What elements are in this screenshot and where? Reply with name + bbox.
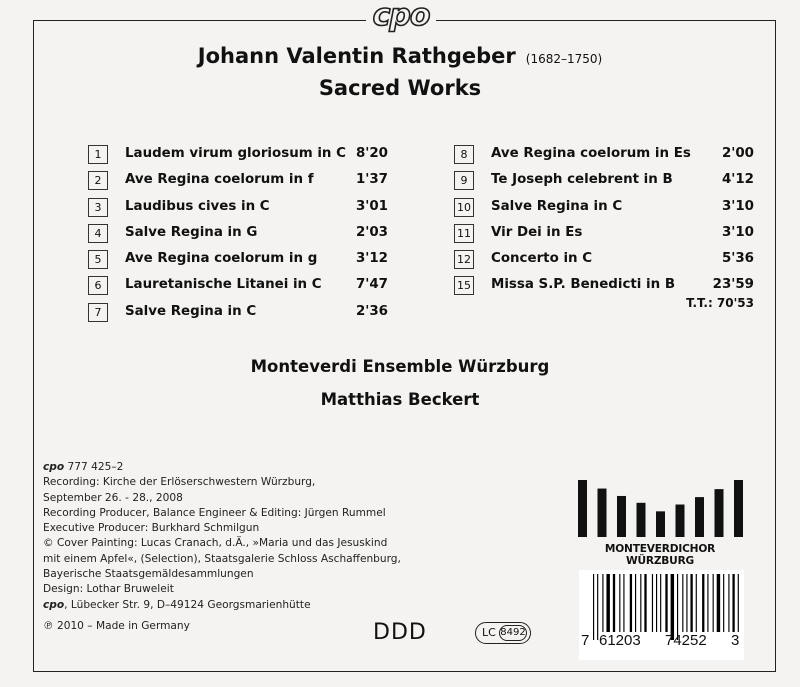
track-row — [88, 171, 388, 193]
label-code-number: 8492 — [499, 625, 527, 641]
track-title: Vir Dei in Es — [491, 224, 583, 240]
track-duration: 8'20 — [355, 146, 388, 161]
track-duration: 1'37 — [355, 172, 388, 188]
label-code-prefix: LC — [482, 626, 496, 639]
barcode-bar — [602, 574, 603, 632]
track-row — [454, 171, 754, 193]
track-title: Missa S.P. Benedicti in B — [491, 277, 676, 293]
track-row — [88, 145, 388, 167]
track-title: Laudem virum gloriosum in C — [125, 146, 346, 161]
choir-name: MONTEVERDICHOR WÜRZBURG — [604, 543, 716, 567]
track-number: 6 — [88, 276, 108, 295]
track-duration: 2'36 — [355, 303, 388, 319]
catalog-brand: cpo — [43, 461, 65, 473]
track-title: Laudibus cives in C — [125, 198, 270, 214]
conductor-name: Matthias Beckert — [320, 390, 480, 409]
barcode-bar — [656, 574, 657, 632]
barcode-bar — [593, 574, 594, 640]
barcode-digit-group: 3 — [731, 632, 740, 649]
track-duration: 3'10 — [721, 198, 754, 214]
album-title: Sacred Works — [318, 76, 482, 100]
barcode-bar — [630, 574, 632, 632]
credit-line: Bayerische Staatsgemäldesammlungen — [43, 568, 254, 581]
credit-line: Recording Producer, Balance Engineer & Editing: Jürgen Rummel — [43, 506, 386, 519]
choir-logo-bar — [695, 497, 704, 537]
barcode-digits — [579, 632, 744, 652]
composer-dates: (1682–1750) — [525, 52, 603, 66]
address-text: , Lübecker Str. 9, D–49124 Georgsmarienhütte — [64, 598, 311, 611]
track-duration: 5'36 — [721, 251, 754, 267]
track-row — [454, 198, 754, 220]
total-time: T.T.: 70'53 — [686, 296, 754, 310]
barcode-bar — [635, 574, 636, 632]
barcode-bar — [738, 574, 739, 632]
address-line — [43, 598, 463, 613]
catalog-line — [43, 460, 463, 475]
catalog-number: 777 425–2 — [64, 461, 124, 473]
track-row — [88, 250, 388, 272]
track-title: Ave Regina coelorum in f — [125, 172, 314, 188]
track-number: 12 — [454, 250, 474, 269]
track-duration: 23'59 — [712, 277, 754, 293]
track-number: 11 — [454, 224, 474, 243]
barcode-digit-group: 61203 — [599, 632, 641, 649]
track-duration: 2'00 — [721, 146, 754, 161]
track-title: Salve Regina in C — [491, 198, 623, 214]
track-row — [88, 303, 388, 325]
track-number: 7 — [88, 303, 108, 322]
choir-logo-bar — [656, 511, 665, 537]
barcode-bar — [606, 574, 609, 632]
credit-line: Recording: Kirche der Erlöserschwestern Würzburg, — [43, 476, 316, 489]
credits-block — [43, 460, 463, 634]
barcode-digit-group: 74252 — [665, 632, 707, 649]
barcode-bar — [640, 574, 641, 632]
track-row — [88, 198, 388, 220]
track-title: Ave Regina coelorum in g — [125, 251, 318, 267]
track-row — [454, 250, 754, 272]
choir-logo-bar — [598, 489, 607, 537]
barcode-bar — [728, 574, 729, 632]
address-brand: cpo — [43, 598, 65, 611]
barcode-bar — [665, 574, 667, 632]
composer-name: Johann Valentin Rathgeber — [197, 44, 516, 68]
barcode-bar — [696, 574, 697, 632]
track-title: Ave Regina coelorum in Es — [491, 146, 691, 161]
ddd-code: DDD — [373, 620, 427, 645]
choir-logo-bar — [734, 480, 743, 537]
track-number: 15 — [454, 276, 474, 295]
barcode-bar — [682, 574, 683, 632]
barcode-bar — [707, 574, 708, 632]
choir-logo-bar — [617, 496, 626, 537]
label-code-badge — [475, 622, 531, 644]
track-number: 5 — [88, 250, 108, 269]
track-number: 8 — [454, 145, 474, 164]
barcode-bar — [686, 574, 687, 632]
credit-line: mit einem Apfel«, (Selection), Staatsgalerie Schloss Aschaffenburg, — [43, 552, 401, 565]
barcode — [579, 570, 744, 660]
track-duration: 2'03 — [355, 224, 388, 240]
track-row — [88, 224, 388, 246]
choir-logo-bar — [637, 503, 646, 537]
track-number: 10 — [454, 198, 474, 217]
barcode-bar — [652, 574, 653, 632]
barcode-digit-group: 7 — [581, 632, 590, 649]
track-title: Lauretanische Litanei in C — [125, 277, 322, 293]
barcode-bar — [597, 574, 598, 640]
barcode-bar — [717, 574, 720, 632]
track-title: Concerto in C — [491, 251, 593, 267]
credit-line: © Cover Painting: Lucas Cranach, d.Ä., »Maria und das Jesuskind — [43, 537, 388, 550]
ensemble-name: Monteverdi Ensemble Würzburg — [250, 357, 550, 376]
track-number: 3 — [88, 198, 108, 217]
track-number: 2 — [88, 171, 108, 190]
track-title: Te Joseph celebrent in B — [491, 172, 673, 188]
barcode-bar — [713, 574, 714, 632]
track-row — [454, 224, 754, 246]
choir-logo-bar — [578, 480, 587, 537]
barcode-bar — [690, 574, 692, 632]
barcode-bar — [660, 574, 661, 632]
barcode-bar — [623, 574, 624, 632]
cpo-logo: cpo — [366, 2, 436, 32]
track-duration: 7'47 — [355, 277, 388, 293]
track-number: 1 — [88, 145, 108, 164]
barcode-bar — [677, 574, 678, 640]
track-list-right — [454, 145, 754, 303]
choir-logo-bar — [676, 505, 685, 537]
barcode-bar — [613, 574, 615, 632]
track-duration: 4'12 — [721, 172, 754, 188]
track-number: 4 — [88, 224, 108, 243]
credit-line: Design: Lothar Bruweleit — [43, 583, 174, 596]
copyright-line: ℗ 2010 – Made in Germany — [43, 619, 190, 632]
choir-logo-bar — [715, 489, 724, 537]
track-title: Salve Regina in C — [125, 303, 257, 319]
composer-line — [0, 44, 800, 68]
barcode-bar — [644, 574, 646, 632]
barcode-bar — [732, 574, 734, 632]
credit-line: Executive Producer: Burkhard Schmilgun — [43, 522, 260, 535]
track-duration: 3'01 — [355, 198, 388, 214]
track-row — [88, 276, 388, 298]
track-duration: 3'10 — [721, 224, 754, 240]
track-number: 9 — [454, 171, 474, 190]
credit-line: September 26. - 28., 2008 — [43, 491, 183, 504]
barcode-bar — [723, 574, 724, 632]
track-duration: 3'12 — [355, 251, 388, 267]
barcode-bar — [619, 574, 620, 632]
barcode-bar — [671, 574, 674, 640]
track-list-left — [88, 145, 388, 329]
barcode-bar — [702, 574, 704, 632]
track-row — [454, 145, 754, 167]
track-title: Salve Regina in G — [125, 224, 258, 240]
